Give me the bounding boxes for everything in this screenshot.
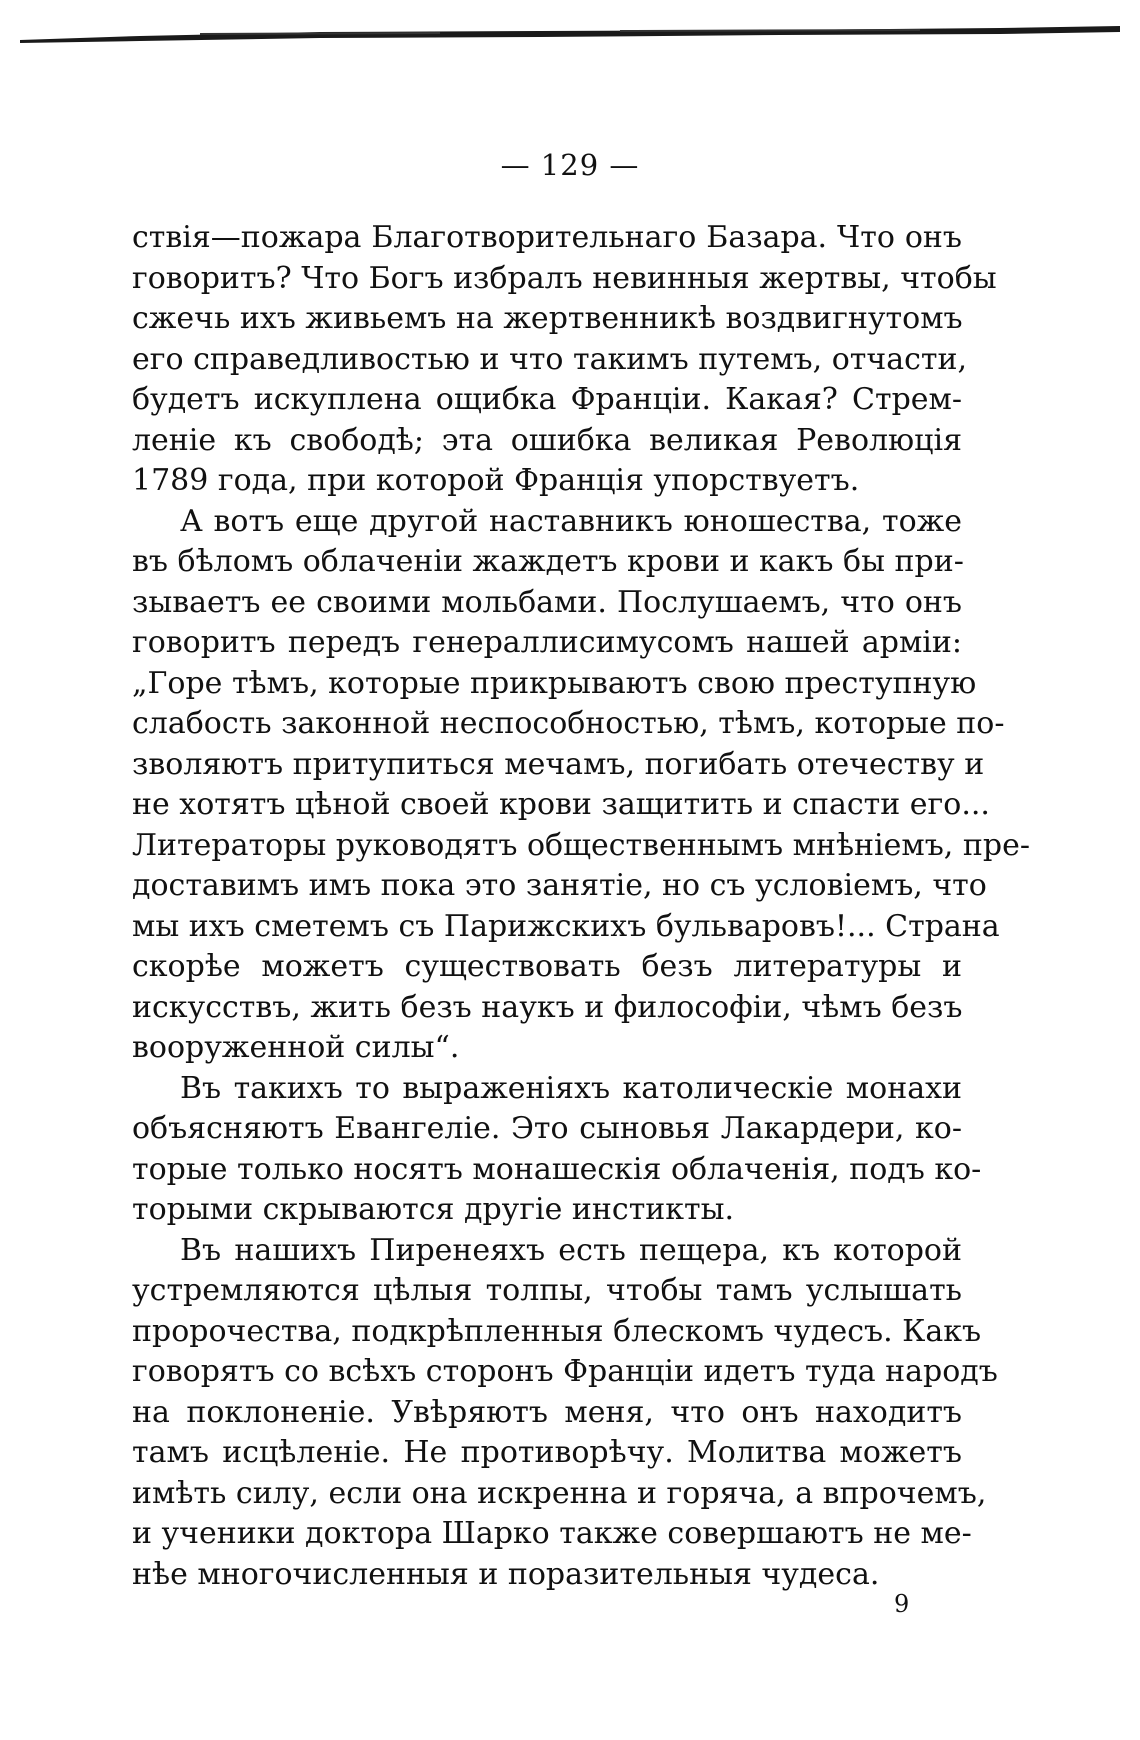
text-line: Въ такихъ то выраженіяхъ католическіе монахи	[180, 1070, 962, 1106]
text-line: Въ нашихъ Пиренеяхъ есть пещера, къ которой	[180, 1232, 962, 1268]
text-line: „Горе тѣмъ, которые прикрываютъ свою преступную	[132, 665, 977, 701]
text-line: доставимъ имъ пока это занятіе, но съ условіемъ, что	[132, 868, 987, 903]
text-line: скорѣе можетъ существовать безъ литературы и	[132, 949, 962, 984]
text-line: пророчества, подкрѣпленныя блескомъ чудесъ. Какъ	[132, 1313, 982, 1349]
text-line: слабость законной неспособностью, тѣмъ, которые по-	[132, 706, 1005, 741]
text-line: его справедливостью и что такимъ путемъ, отчасти,	[132, 341, 968, 377]
text-line: ствія—пожара Благотворительнаго Базара. Что онъ	[132, 220, 962, 255]
text-line: Литераторы руководятъ общественнымъ мнѣніемъ, пре-	[132, 827, 1030, 863]
page-number: — 129 —	[500, 148, 640, 182]
text-line: тамъ исцѣленіе. Не противорѣчу. Молитва можетъ	[132, 1435, 962, 1470]
signature-mark: 9	[894, 1590, 910, 1618]
text-line: говоритъ передъ генераллисимусомъ нашей арміи:	[132, 625, 962, 660]
text-line: А вотъ еще другой наставникъ юношества, тоже	[180, 503, 962, 539]
text-line: имѣть силу, если она искренна и горяча, а впрочемъ,	[132, 1475, 987, 1511]
text-line: леніе къ свободѣ; эта ошибка великая Революція	[132, 422, 962, 458]
text-line: и ученики доктора Шарко также совершаютъ не ме-	[132, 1516, 972, 1551]
text-line: зволяютъ притупиться мечамъ, погибать отечеству и	[132, 746, 985, 782]
text-line: искусствъ, жить безъ наукъ и философіи, чѣмъ безъ	[132, 989, 963, 1025]
text-line: устремляются цѣлыя толпы, чтобы тамъ услышать	[132, 1273, 962, 1308]
text-line: въ бѣломъ облаченіи жаждетъ крови и какъ бы при-	[132, 544, 964, 579]
body-text	[132, 218, 1030, 1595]
text-line: 1789 года, при которой Франція упорствуетъ.	[132, 463, 860, 498]
text-line: нѣе многочисленныя и поразительныя чудеса.	[132, 1556, 880, 1592]
text-line: на поклоненіе. Увѣряютъ меня, что онъ находитъ	[132, 1394, 962, 1430]
text-line: говорятъ со всѣхъ сторонъ Франціи идетъ туда народъ	[132, 1354, 998, 1389]
top-rule-ornament	[20, 22, 1120, 44]
text-line: говоритъ? Что Богъ избралъ невинныя жертвы, чтобы	[132, 260, 997, 296]
text-line: торыми скрываются другіе инстикты.	[132, 1192, 735, 1227]
text-line: зываетъ ее своими мольбами. Послушаемъ, что онъ	[132, 584, 962, 620]
text-line: торые только носятъ монашескія облаченія, подъ ко-	[132, 1151, 982, 1187]
text-line: не хотятъ цѣной своей крови защитить и спасти его...	[132, 787, 990, 822]
text-line: мы ихъ сметемъ съ Парижскихъ бульваровъ!... Страна	[132, 908, 1000, 944]
text-line: вооруженной силы“.	[132, 1030, 460, 1065]
text-line: будетъ искуплена ощибка Франціи. Какая? Стрем-	[132, 382, 962, 417]
text-line: сжечь ихъ живьемъ на жертвенникѣ воздвигнутомъ	[132, 301, 963, 336]
text-line: объясняютъ Евангеліе. Это сыновья Лакардери, ко-	[132, 1111, 962, 1146]
